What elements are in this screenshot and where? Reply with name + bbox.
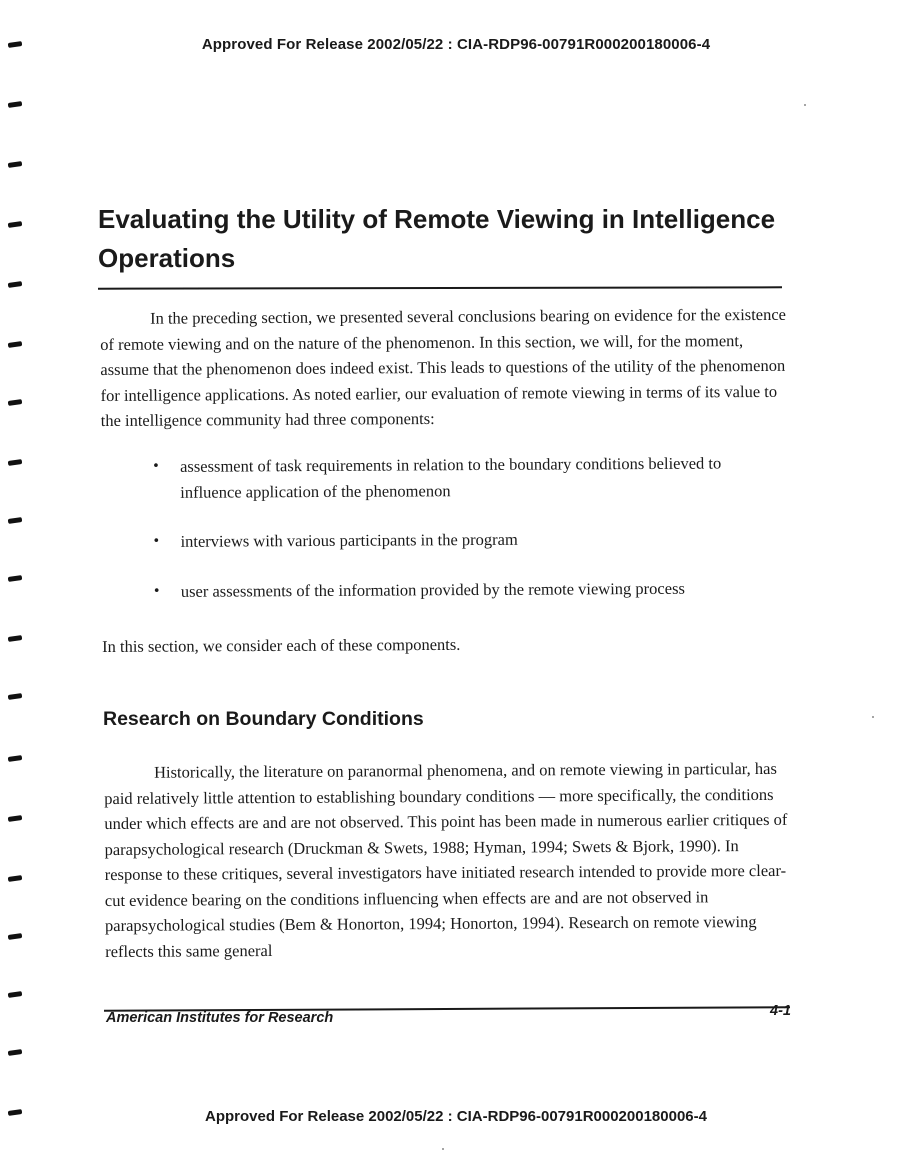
binding-mark xyxy=(8,399,23,406)
section-heading: Research on Boundary Conditions xyxy=(103,708,424,730)
binding-mark xyxy=(8,693,23,700)
binding-marks xyxy=(8,0,28,1165)
page-title: Evaluating the Utility of Remote Viewing in Intelligence Operations xyxy=(98,204,776,273)
binding-mark xyxy=(8,575,23,582)
page-number: 4-1 xyxy=(770,1003,791,1019)
binding-mark xyxy=(8,815,23,822)
binding-mark xyxy=(8,635,23,642)
footer-organization: American Institutes for Research xyxy=(106,1010,334,1026)
release-header: Approved For Release 2002/05/22 : CIA-RDP96-00791R000200180006-4 xyxy=(201,36,711,53)
title-underline xyxy=(98,286,782,289)
binding-mark xyxy=(8,161,23,168)
binding-mark xyxy=(8,221,23,228)
binding-mark xyxy=(8,933,23,940)
components-list xyxy=(150,450,781,628)
list-item: • user assessments of the information provided by the remote viewing process xyxy=(151,575,781,604)
binding-mark xyxy=(8,991,23,998)
binding-mark xyxy=(8,517,23,524)
scan-speck xyxy=(442,1148,444,1150)
binding-mark xyxy=(8,281,23,288)
binding-mark xyxy=(8,755,23,762)
research-paragraph: Historically, the literature on paranormal phenomena, and on remote viewing in particular, has paid relatively little attention to establishing boundary conditions — more specifically, the conditions under which effects are and are not observed. This point has been made in numerous earlier critiques of parapsychological research (Druckman & Swets, 1988; Hyman, 1994; Swets & Bjork, 1990). In response to these critiques, several investigators have initiated research intended to provide more clear-cut evidence bearing on the conditions influencing when effects are and are not observed in parapsychological studies (Bem & Honorton, 1994; Honorton, 1994). Research on remote viewing reflects this same general xyxy=(104,758,788,961)
binding-mark xyxy=(8,341,23,348)
closing-line: In this section, we consider each of these components. xyxy=(102,634,461,656)
binding-mark xyxy=(8,1049,23,1056)
list-item: • assessment of task requirements in relation to the boundary conditions believed to influence application of the phenomenon xyxy=(150,450,780,505)
release-footer: Approved For Release 2002/05/22 : CIA-RDP96-00791R000200180006-4 xyxy=(205,1108,707,1125)
list-item: • interviews with various participants in the program xyxy=(150,525,780,554)
binding-mark xyxy=(8,459,23,466)
scan-speck xyxy=(872,716,874,718)
binding-mark xyxy=(8,101,23,108)
binding-mark xyxy=(8,875,23,882)
intro-paragraph: In the preceding section, we presented several conclusions bearing on evidence for the existence of remote viewing and on the nature of the phenomenon. In this section, we will, for the moment, assume that the phenomenon does indeed exist. This leads to questions of the utility of the phenomenon for intelligence applications. As noted earlier, our evaluation of remote viewing in terms of its value to the intelligence community had three components: xyxy=(100,304,787,430)
scan-speck xyxy=(804,104,806,106)
